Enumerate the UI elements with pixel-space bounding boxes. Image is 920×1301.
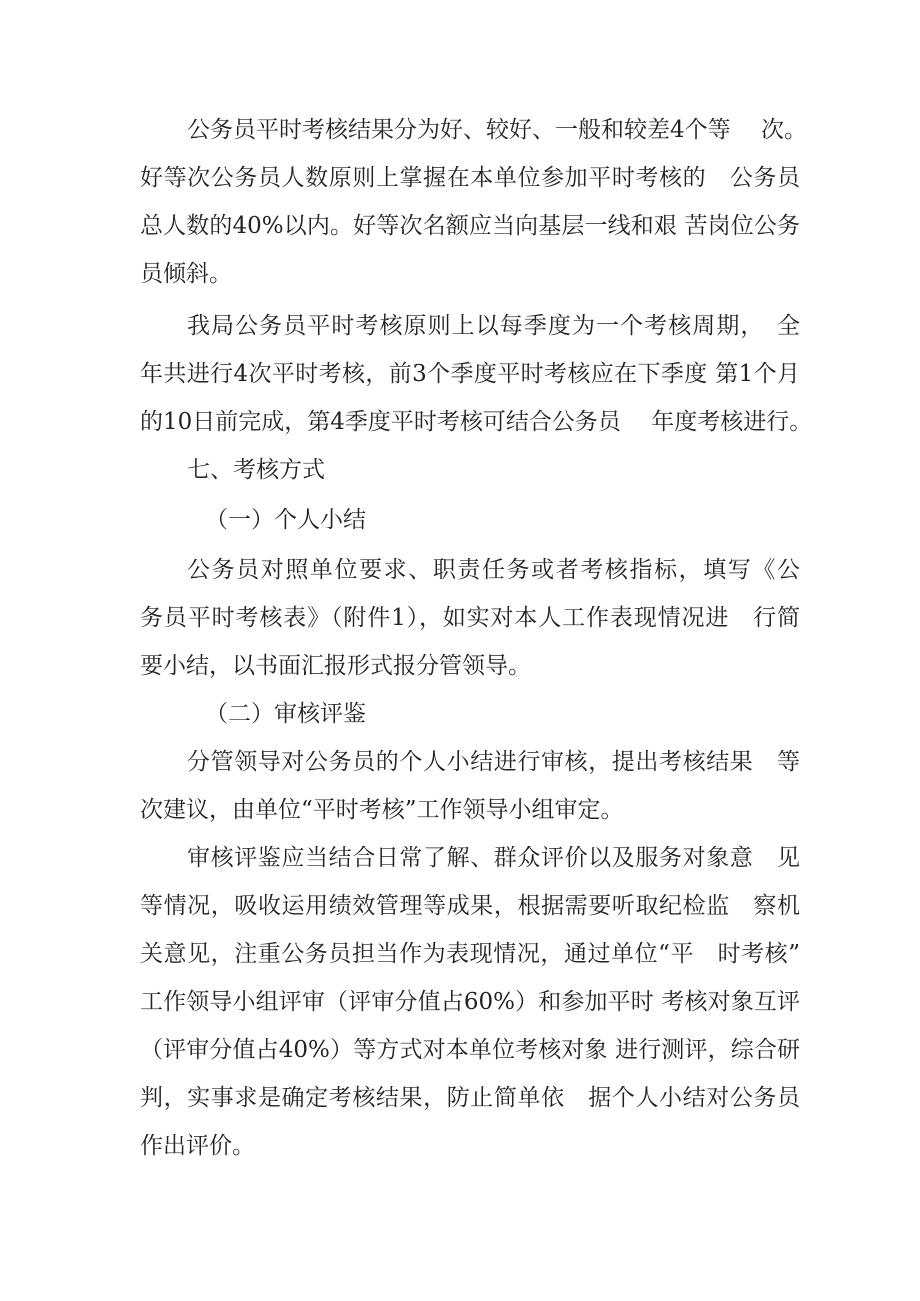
paragraph-1-line-4: 员倾斜。 xyxy=(140,261,232,287)
paragraph-2-line-3: 的10日前完成，第4季度平时考核可结合公务员 年度考核进行。 xyxy=(140,409,813,435)
paragraph-5-line-6: 判，实事求是确定考核结果，防止简单依 据个人小结对公务员 xyxy=(140,1085,800,1111)
paragraph-3-line-2: 务员平时考核表》（附件1），如实对本人工作表现情况进 行简 xyxy=(140,605,800,631)
paragraph-1-line-2: 好等次公务员人数原则上掌握在本单位参加平时考核的 公务员 xyxy=(140,165,800,191)
paragraph-1-line-3: 总人数的40%以内。好等次名额应当向基层一线和艰 苦岗位公务 xyxy=(140,213,800,239)
paragraph-5-line-4: 工作领导小组评审（评审分值占60%）和参加平时 考核对象互评 xyxy=(140,989,800,1015)
paragraph-3-line-1: 公务员对照单位要求、职责任务或者考核指标，填写《公 xyxy=(187,557,800,583)
paragraph-3-line-3: 要小结，以书面汇报形式报分管领导。 xyxy=(140,653,531,679)
paragraph-5-line-3: 关意见，注重公务员担当作为表现情况，通过单位“平 时考核” xyxy=(140,941,800,967)
paragraph-5-line-5: （评审分值占40%）等方式对本单位考核对象 进行测评，综合研 xyxy=(140,1037,800,1063)
paragraph-2-line-2: 年共进行4次平时考核，前3个季度平时考核应在下季度 第1个月 xyxy=(140,361,800,387)
paragraph-5-line-1: 审核评鉴应当结合日常了解、群众评价以及服务对象意 见 xyxy=(187,845,800,871)
paragraph-5-line-7: 作出评价。 xyxy=(140,1133,255,1159)
section-heading-assessment-method: 七、考核方式 xyxy=(187,457,325,483)
paragraph-4-line-2: 次建议，由单位“平时考核”工作领导小组审定。 xyxy=(140,797,624,823)
paragraph-2-line-1: 我局公务员平时考核原则上以每季度为一个考核周期， 全 xyxy=(187,313,800,339)
paragraph-5-line-2: 等情况，吸收运用绩效管理等成果，根据需要听取纪检监 察机 xyxy=(140,893,800,919)
paragraph-1-line-1: 公务员平时考核结果分为好、较好、一般和较差4个等 次。 xyxy=(187,117,807,143)
subheading-personal-summary: （一）个人小结 xyxy=(205,507,366,533)
subheading-review-evaluation: （二）审核评鉴 xyxy=(205,701,366,727)
paragraph-4-line-1: 分管领导对公务员的个人小结进行审核，提出考核结果 等 xyxy=(187,749,800,775)
